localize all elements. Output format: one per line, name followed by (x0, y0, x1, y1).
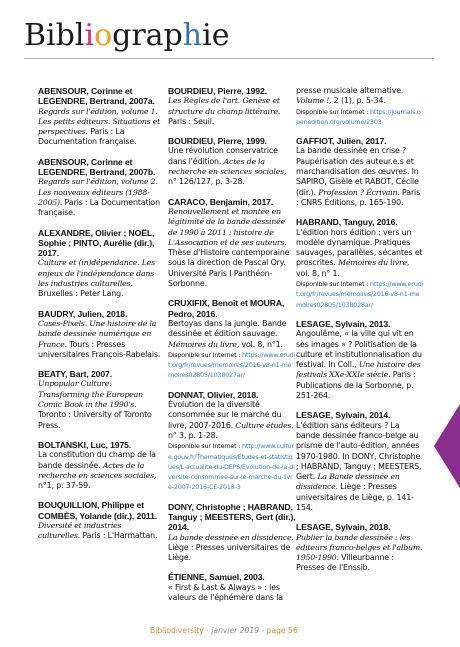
entry-publisher-info: Thèse d'Histoire contemporaine sous la direction de Pascal Ory. Université Paris I Panthéon-Sorbonne. (168, 248, 290, 289)
entry-work-title: Regards sur l'édition, volume 2. Les nouveaux éditeurs (1988-2005). (38, 177, 158, 207)
page-title (24, 14, 229, 58)
entry-author-year: ALEXANDRE, Olivier ; NOËL, Sophie ; PINTO, Aurélie (dir.), 2017. (38, 227, 155, 259)
entry-author-year: DONNAT, Olivier, 2018. (168, 389, 259, 400)
bibliography-entry (38, 228, 165, 300)
entry-work-title: Culture et (in)dépendance. Les enjeux de l'indépendance dans les industries culturelles. (38, 258, 155, 289)
footer-publication: Bibliodiversity (150, 626, 204, 635)
entry-publisher-info: vol. 8, n°1. (239, 339, 283, 349)
bibliography-column-1 (38, 86, 165, 616)
entry-author-year: BOURDIEU, Pierre, 1992. (168, 86, 267, 96)
entry-work-title: Renouvellement et montée en légitimité de la bande dessinée de 1990 à 2011 : histoire de L'Association et de ses auteurs. (168, 206, 287, 247)
bibliography-column-3 (296, 86, 424, 616)
entry-work-title: Unpopular Culture: Transforming the European Comic Book in the 1990's. (38, 379, 143, 410)
entry-publisher-info: Paris : Publications de la Sorbonne, p. 251-264. (296, 370, 416, 401)
entry-author-year: HABRAND, Tanguy, 2016. (296, 217, 398, 228)
bibliography-entry (296, 136, 424, 208)
entry-work-title: Publier la bande dessinée : les éditeurs franco-belges et l'album. 1950-1990. (296, 532, 423, 563)
entry-article-title: Évolution de la diversité consommée sur le marché du livre, 2007-2016. (168, 400, 282, 430)
entry-article-title: Une révolution conservatrice dans l'édition. (168, 146, 278, 166)
entry-article-title: La constitution du champ de la bande dessinée. (38, 450, 156, 470)
entry-publisher-info: n° 126/127, p. 3-28. (168, 177, 245, 187)
entry-publisher-info: Villeurbanne : Presses de l'Enssib. (296, 553, 394, 573)
entry-work-title: Cases-Pixels. Une histoire de la bande dessinée numérique en France. (38, 318, 157, 349)
entry-article-title: Angoulême, « la ville qui vit en ses images » ? Politisation de la culture et institutionnalisation du festival. In Coll., (296, 329, 422, 370)
title-letters: Bibl (24, 18, 85, 53)
title-letters: i (84, 18, 95, 53)
entry-work-title: Volume !, (296, 96, 332, 106)
entry-author-year: BAUDRY, Julien, 2018. (38, 308, 128, 319)
bibliography-entry (168, 390, 296, 493)
entry-url-link[interactable]: https://journals.openedition.org/volume/2303 (296, 107, 421, 126)
bibliography-entry (168, 298, 296, 380)
entry-author-year: CARACO, Benjamin, 2017. (168, 196, 274, 207)
entry-publisher-info: Paris : L'Harmattan. (80, 531, 158, 541)
entry-article-title: La bande dessinée en crise ? Paupérisation des auteur.e.s et marchandisation des œuvres. In SAPIRO, Gisèle et RABOT, Cécile (dir.). (296, 146, 419, 197)
entry-work-title: La bande dessinée en dissidence. (168, 532, 294, 542)
bibliography-entry (296, 86, 424, 127)
entry-work-title: Mémoires du livre, (338, 258, 410, 268)
entry-author-year: BOURDIEU, Pierre, 1999. (168, 136, 267, 147)
bibliography-entry (168, 502, 296, 564)
entry-publisher-info: Paris : La Documentation française. (38, 197, 160, 218)
side-tab-triangle (434, 404, 460, 488)
entry-publisher-info: n° 3, p. 1-28. (168, 430, 218, 440)
bibliography-entry (296, 217, 424, 310)
entry-article-title: Bertoyas dans la jungle. Bande dessinée et édition sauvage. (168, 318, 287, 339)
title-letters: h (182, 18, 203, 53)
entry-author-year: BEATY, Bart, 2007. (38, 369, 112, 380)
entry-publisher-info: Liège : Presses universitaires de Liège, p. 141-154. (296, 482, 414, 512)
entry-work-title: Diversité et industries culturelles. (38, 520, 122, 541)
bibliography-column-2 (168, 86, 296, 616)
entry-publisher-info: vol. 8, n° 1. (296, 268, 340, 278)
bibliography-entry (38, 309, 165, 360)
entry-publisher-info: « First & Last & Always » : les valeurs de l'éphémère dans la (168, 582, 283, 603)
page-footer (150, 626, 298, 635)
bibliography-entry (38, 157, 165, 219)
bibliography-entry (296, 319, 424, 401)
entry-article-title: presse musicale alternative. (296, 86, 404, 95)
bibliography-entry (38, 440, 165, 491)
entry-publisher-info: Bruxelles : Peter Lang. (38, 289, 124, 299)
entry-author-year: LESAGE, Sylvain, 2014. (296, 410, 391, 421)
entry-url-link[interactable]: http://www.culture.gouv.fr/Thematiques/Etudes-et-statistiques/L-actualite-du-DEPS/Evolution-de-la-diversite-consommee-sur-le-marche-du-livre-2007-2016-CE-2018-3 (168, 442, 295, 492)
bibliography-entry (38, 86, 165, 148)
title-letters: grap (112, 18, 183, 53)
bibliography-entry (168, 136, 296, 187)
entry-work-title: Actes de la recherche en sciences sociales, (168, 156, 287, 177)
entry-url-link[interactable]: https://www.erudit.org/fr/revues/memoires/2016-v8-n1-memoires02805/1038028ar/ (296, 280, 424, 309)
entry-publisher-info: Toronto : University of Toronto Press. (38, 410, 152, 430)
title-rule (24, 58, 434, 59)
entry-url-label: Disponible sur Internet : (296, 280, 371, 289)
bibliography-entry (296, 410, 424, 513)
bibliography-entry (168, 572, 296, 603)
entry-url-label: Disponible sur Internet : (168, 350, 243, 359)
entry-publisher-info: Paris : Seuil. (168, 116, 215, 126)
entry-article-title: L'édition hors édition : vers un modèle dynamique. Pratiques sauvages, parallèles, sécantes et proscrites. (296, 227, 423, 268)
entry-work-title: Culture études, (235, 420, 294, 430)
bibliography-entry (168, 197, 296, 290)
entry-author-year: ABENSOUR, Corinne et LEGENDRE, Bertrand, 2007a. (38, 86, 155, 107)
entry-article-title: L'édition sans éditeurs ? La bande dessinée franco-belge au prisme de l'auto-édition, années 1970-1980. In DONY, Christophe ; HABRAND, Tanguy ; MEESTERS, Gert. (296, 420, 422, 482)
entry-url-label: Disponible sur Internet : (168, 442, 243, 451)
entry-work-title: Actes de la recherche en sciences sociales, (38, 460, 157, 480)
entry-publisher-info: Paris : CNRS Éditions, p. 165-190. (296, 187, 421, 207)
entry-publisher-info: Tours : Presses universitaires François-Rabelais. (38, 339, 161, 359)
entry-work-title: Une histoire des festivals XXe-XXIe siècle. (296, 360, 421, 380)
entry-author-year: GAFFIOT, Julien, 2017. (296, 136, 387, 147)
entry-work-title: La Bande dessinée en dissidence. (296, 472, 400, 492)
entry-author-year: CRUXIFIX, Benoît et MOURA, Pedro, 2016. (168, 298, 285, 319)
bibliography-entry (38, 500, 165, 541)
entry-publisher-info: 2 (1), p. 5-34. (331, 96, 386, 106)
entry-author-year: LESAGE, Sylvain, 2018. (296, 522, 391, 533)
entry-publisher-info: n°1, p. 37-59. (38, 481, 91, 491)
title-letters: o (94, 18, 113, 53)
entry-author-year: LESAGE, Sylvain, 2013. (296, 318, 391, 329)
footer-page-number: page 56 (266, 626, 298, 635)
entry-work-title: Profession ? Écrivain. (318, 187, 400, 197)
title-letters: ie (202, 18, 230, 53)
entry-work-title: Regards sur l'édition, volume 1. Les petits éditeurs. Situations et perspectives. (38, 106, 161, 137)
entry-author-year: BOUQUILLION, Philippe et COMBÈS, Yolande (dir.), 2011. (38, 500, 158, 521)
entry-url-link[interactable]: https://www.erudit.org/fr/revues/memoires/2016-v8-n1-memoires02805/1038027ar/ (168, 350, 296, 380)
entry-work-title: Les Règles de l'art. Genèse et structure du champ littéraire. (168, 96, 281, 116)
bibliography-entry (38, 369, 165, 431)
entry-author-year: DONY, Christophe ; HABRAND, Tanguy ; MEESTERS, Gert (dir.), 2014. (168, 501, 296, 533)
entry-url-label: Disponible sur Internet : (296, 107, 371, 116)
entry-work-title: Mémoires du livre, (168, 339, 240, 349)
entry-author-year: ABENSOUR, Corinne et LEGENDRE, Bertrand, 2007b. (38, 156, 156, 178)
entry-author-year: BOLTANSKI, Luc, 1975. (38, 439, 132, 450)
footer-date: - janvier 2019 - (203, 626, 267, 635)
entry-publisher-info: Paris : La Documentation française. (38, 127, 137, 147)
entry-publisher-info: Liège : Presses universitaires de Liège. (168, 542, 291, 563)
bibliography-entry (168, 86, 296, 127)
bibliography-entry (296, 522, 424, 573)
entry-author-year: ÉTIENNE, Samuel, 2003. (168, 572, 265, 583)
